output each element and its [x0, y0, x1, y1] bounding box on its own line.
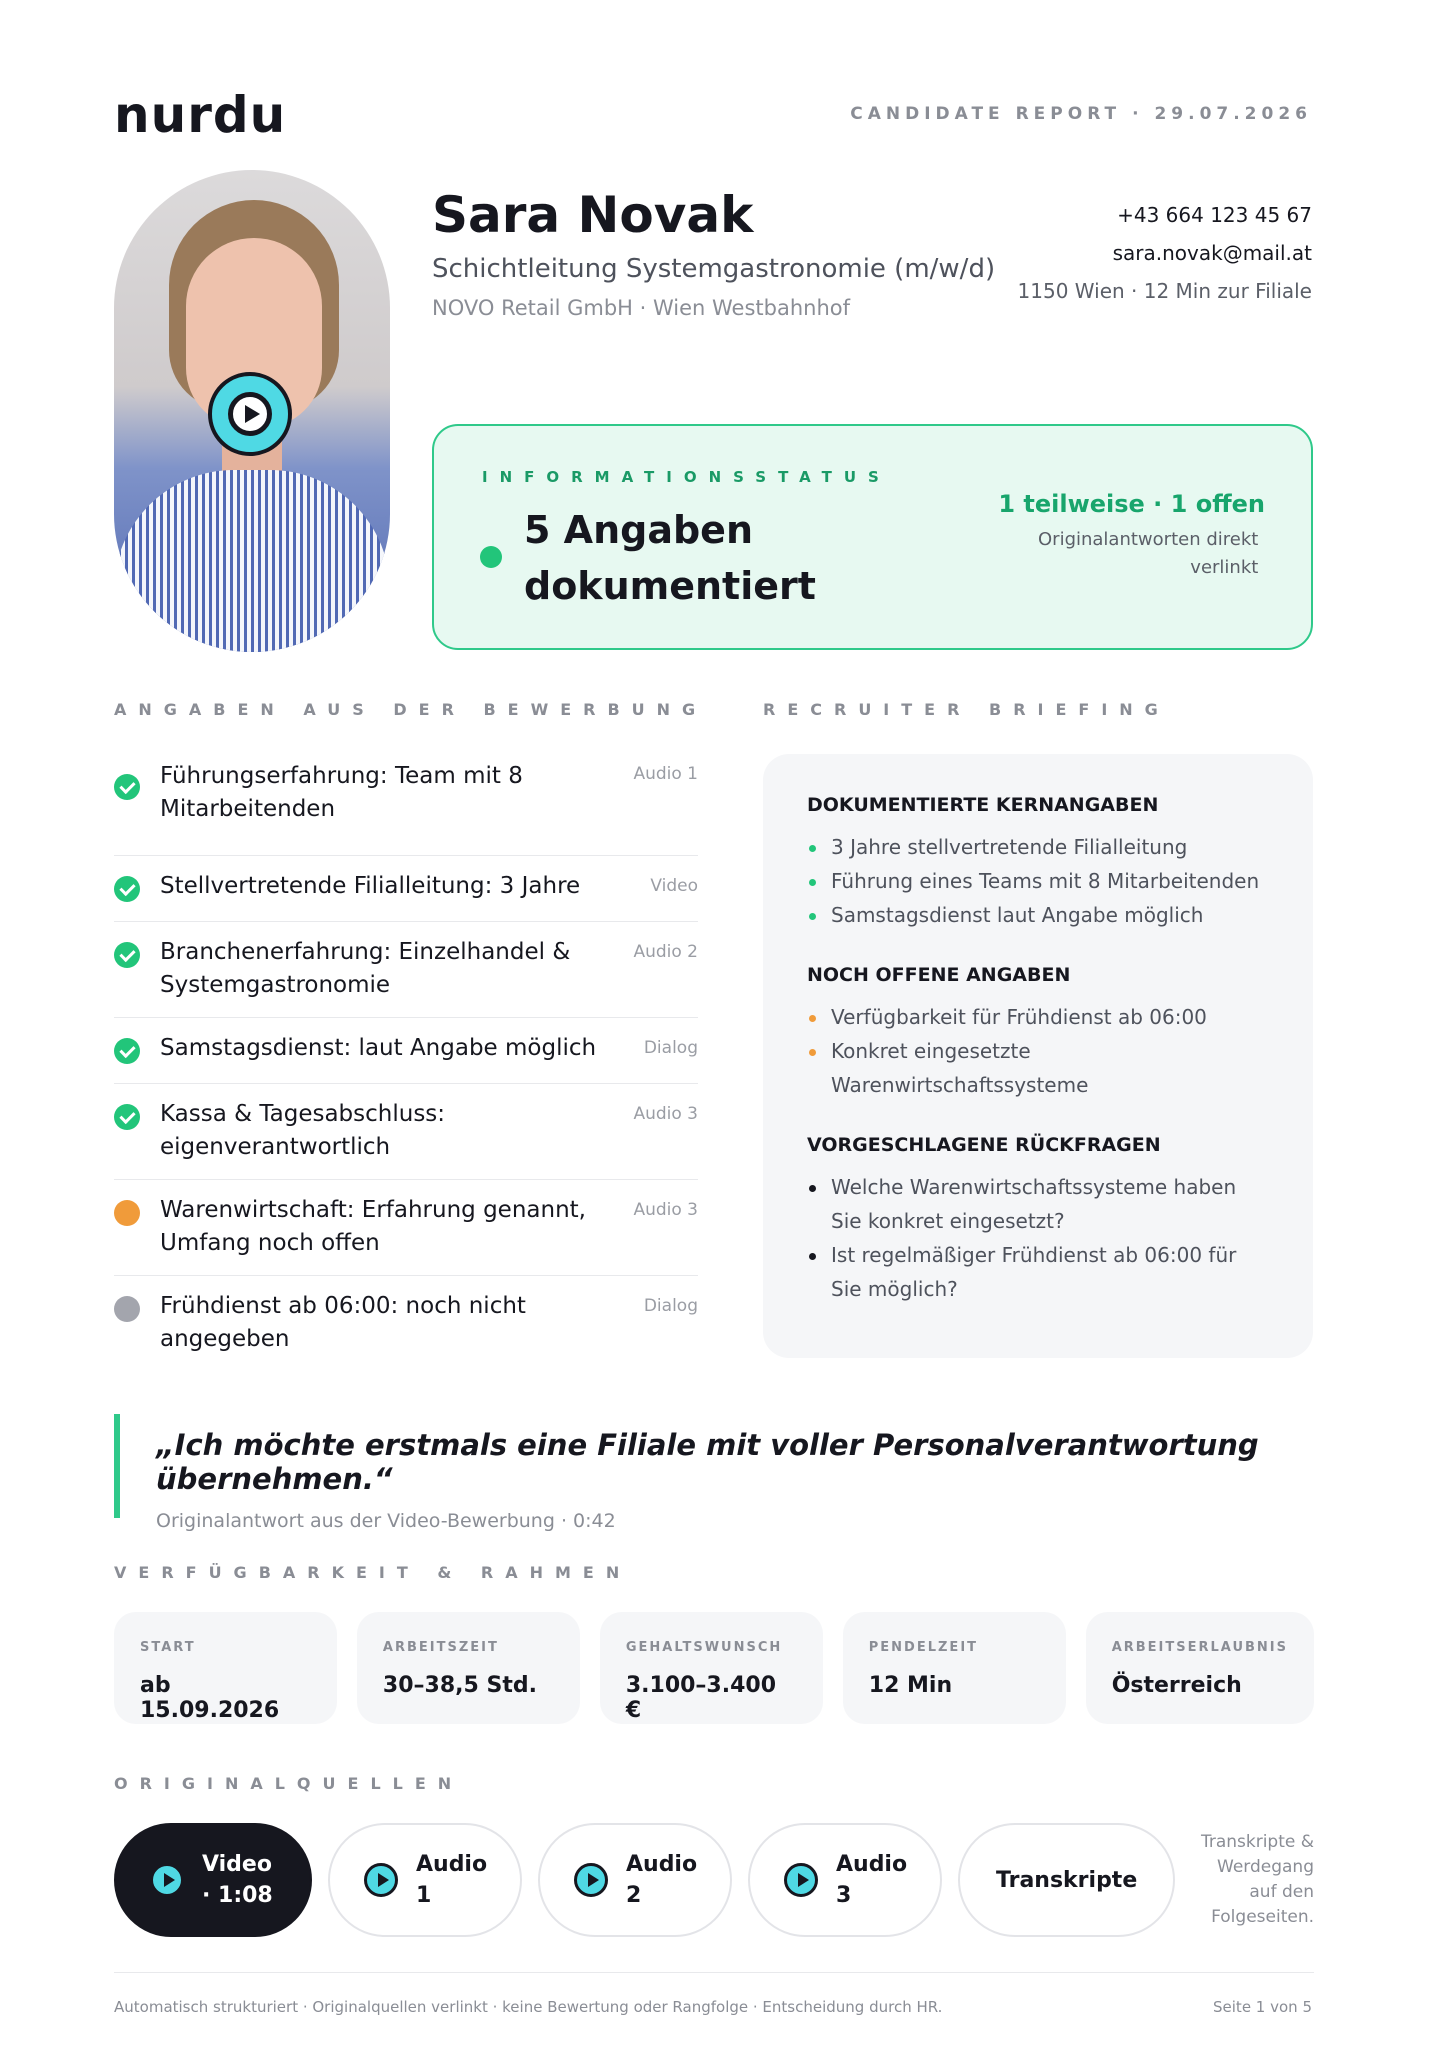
documented-list	[807, 830, 1269, 932]
card-value: ab 15.09.2026	[140, 1673, 280, 1723]
source-label: Audio 2	[626, 1852, 698, 1908]
list-item: Verfügbarkeit für Frühdienst ab 06:00	[807, 1000, 1269, 1034]
check-icon	[114, 876, 140, 902]
card-label: PENDELZEIT	[868, 1640, 979, 1655]
list-item: Konkret eingesetzte Warenwirtschaftssysteme	[807, 1034, 1187, 1102]
fact-source-link[interactable]: Audio 1	[633, 764, 698, 784]
briefing-section-title: RECRUITER BRIEFING	[763, 700, 1170, 719]
availability-section-title: VERFÜGBARKEIT & RAHMEN	[114, 1563, 632, 1582]
sources-note: Transkripte & Werdegang auf den Folgeseiten.	[1200, 1832, 1314, 1927]
status-sub: Originalantworten direkt verlinkt	[1038, 529, 1259, 578]
location-text: 1150 Wien · 12 Min zur Filiale	[1017, 279, 1312, 303]
list-item: Führung eines Teams mit 8 Mitarbeitenden	[807, 864, 1269, 898]
quote-text: „Ich möchte erstmals eine Filiale mit voller Personalverantwortung übernehmen.“	[156, 1428, 1259, 1496]
work-permit-card	[1086, 1612, 1314, 1724]
report-separator: ·	[1132, 104, 1144, 124]
open-status-icon	[114, 1296, 140, 1322]
information-status-box	[432, 424, 1313, 650]
card-value: 30–38,5 Std.	[382, 1673, 537, 1698]
fact-row	[114, 856, 698, 922]
fact-row	[114, 1084, 698, 1180]
source-label: Transkripte	[996, 1867, 1138, 1893]
fact-text: Führungserfahrung: Team mit 8 Mitarbeitenden	[160, 763, 523, 822]
card-label: GEHALTSWUNSCH	[625, 1640, 783, 1655]
open-list	[807, 1000, 1269, 1102]
card-label: ARBEITSZEIT	[382, 1640, 499, 1655]
video-play-button[interactable]	[208, 372, 292, 456]
open-heading: NOCH OFFENE ANGABEN	[807, 964, 1071, 986]
availability-cards	[114, 1612, 1314, 1724]
list-item: Ist regelmäßiger Frühdienst ab 06:00 für Sie möglich?	[807, 1238, 1257, 1306]
commute-card	[843, 1612, 1066, 1724]
list-item: 3 Jahre stellvertretende Filialleitung	[807, 830, 1269, 864]
candidate-role: Schichtleitung Systemgastronomie (m/w/d)	[432, 254, 996, 284]
page-number: Seite 1 von 5	[1213, 1998, 1312, 2016]
fact-text: Warenwirtschaft: Erfahrung genannt, Umfang noch offen	[160, 1197, 586, 1256]
fact-row	[114, 1180, 698, 1276]
questions-heading: VORGESCHLAGENE RÜCKFRAGEN	[807, 1134, 1161, 1156]
photo-shirt	[114, 470, 390, 652]
fact-source-link[interactable]: Dialog	[643, 1296, 698, 1316]
fact-row	[114, 922, 698, 1018]
report-label: CANDIDATE REPORT	[850, 104, 1122, 124]
fact-row	[114, 1276, 698, 1372]
audio-3-source-button[interactable]	[748, 1823, 942, 1937]
logo: nurdu	[114, 86, 287, 144]
fact-row	[114, 1018, 698, 1084]
list-item: Welche Warenwirtschaftssysteme haben Sie konkret eingesetzt?	[807, 1170, 1257, 1238]
facts-list	[114, 760, 698, 1372]
check-icon	[114, 1038, 140, 1064]
facts-section-title: ANGABEN AUS DER BEWERBUNG	[114, 700, 708, 719]
card-value: 12 Min	[868, 1673, 953, 1698]
source-label: Audio 1	[416, 1852, 488, 1908]
fact-text: Stellvertretende Filialleitung: 3 Jahre	[160, 873, 581, 899]
status-highlight: 1 teilweise · 1 offen	[998, 490, 1265, 518]
fact-source-link[interactable]: Audio 2	[633, 942, 698, 962]
check-icon	[114, 1104, 140, 1130]
card-label: START	[140, 1640, 196, 1655]
transcripts-button[interactable]	[958, 1823, 1175, 1937]
audio-2-source-button[interactable]	[538, 1823, 732, 1937]
status-dot-icon	[480, 546, 502, 568]
fact-row	[114, 760, 698, 856]
play-icon	[784, 1863, 818, 1897]
play-icon	[228, 392, 272, 436]
original-sources	[114, 1822, 1314, 1938]
fact-source-link[interactable]: Video	[650, 876, 698, 896]
fact-text: Frühdienst ab 06:00: noch nicht angegeben	[160, 1293, 526, 1352]
check-icon	[114, 942, 140, 968]
candidate-company: NOVO Retail GmbH · Wien Westbahnhof	[432, 296, 851, 320]
sources-section-title: ORIGINALQUELLEN	[114, 1774, 464, 1793]
play-icon	[150, 1863, 184, 1897]
fact-source-link[interactable]: Dialog	[643, 1038, 698, 1058]
card-value: 3.100–3.400 €	[625, 1673, 777, 1723]
status-summary	[998, 490, 1265, 582]
candidate-name: Sara Novak	[432, 186, 754, 244]
fact-source-link[interactable]: Audio 3	[633, 1104, 698, 1124]
footer-disclaimer: Automatisch strukturiert · Originalquellen verlinkt · keine Bewertung oder Rangfolge · Entscheidung durch HR.	[114, 1998, 943, 2016]
source-label: Video · 1:08	[202, 1852, 273, 1908]
candidate-quote	[114, 1414, 1314, 1532]
fact-text: Samstagsdienst: laut Angabe möglich	[160, 1035, 597, 1061]
check-icon	[114, 774, 140, 800]
video-source-button[interactable]	[114, 1823, 312, 1937]
status-label: INFORMATIONSSTATUS	[482, 468, 891, 486]
salary-card	[600, 1612, 823, 1724]
fact-text: Kassa & Tagesabschluss: eigenverantwortlich	[160, 1101, 446, 1160]
status-main: 5 Angaben dokumentiert	[524, 508, 816, 608]
card-label: ARBEITSERLAUBNIS	[1111, 1640, 1288, 1655]
quote-source-link[interactable]: Originalantwort aus der Video-Bewerbung · 0:42	[156, 1510, 616, 1532]
source-label: Audio 3	[836, 1852, 908, 1908]
fact-text: Branchenerfahrung: Einzelhandel & Systemgastronomie	[160, 939, 571, 998]
play-icon	[364, 1863, 398, 1897]
footer-divider	[114, 1972, 1314, 1973]
phone-link[interactable]: +43 664 123 45 67	[1117, 203, 1312, 227]
play-icon	[574, 1863, 608, 1897]
card-value: Österreich	[1111, 1673, 1242, 1698]
working-hours-card	[357, 1612, 580, 1724]
email-link[interactable]: sara.novak@mail.at	[1112, 241, 1312, 265]
contact-block	[1018, 196, 1312, 310]
audio-1-source-button[interactable]	[328, 1823, 522, 1937]
partial-status-icon	[114, 1200, 140, 1226]
report-date: 29.07.2026	[1154, 104, 1312, 124]
questions-list	[807, 1170, 1269, 1306]
list-item: Samstagsdienst laut Angabe möglich	[807, 898, 1269, 932]
recruiter-briefing	[763, 754, 1313, 1358]
start-card	[114, 1612, 337, 1724]
report-meta	[850, 104, 1312, 124]
documented-heading: DOKUMENTIERTE KERNANGABEN	[807, 794, 1159, 816]
fact-source-link[interactable]: Audio 3	[633, 1200, 698, 1220]
